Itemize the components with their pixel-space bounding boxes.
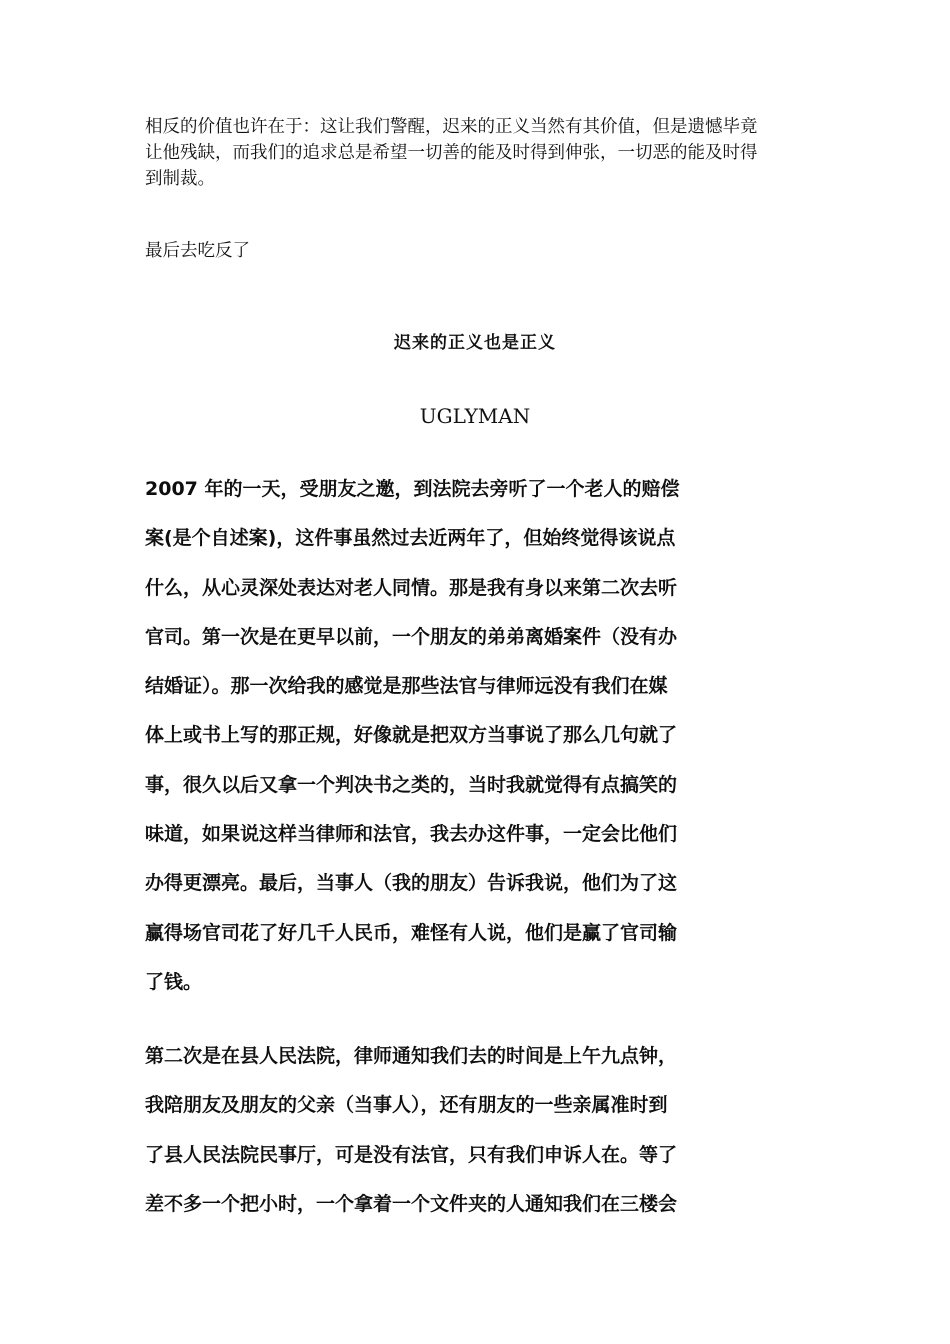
body-line: 官司。第一次是在更早以前，一个朋友的弟弟离婚案件（没有办	[145, 625, 678, 648]
article-author: UGLYMAN	[419, 404, 531, 428]
body-line: 办得更漂亮。最后，当事人（我的朋友）告诉我说，他们为了这	[145, 872, 678, 895]
body-line: 2007 年的一天，受朋友之邀，到法院去旁听了一个老人的赔偿	[145, 478, 680, 500]
body-line: 什么，从心灵深处表达对老人同情。那是我有身以来第二次去听	[145, 576, 678, 599]
body-paragraph-1	[145, 474, 810, 1016]
body-line: 事，很久以后又拿一个判决书之类的，当时我就觉得有点搞笑的	[145, 773, 678, 796]
body-line: 体上或书上写的那正规，好像就是把双方当事说了那么几句就了	[145, 724, 678, 747]
article-title: 迟来的正义也是正义	[394, 333, 556, 353]
body-paragraph-2	[145, 1041, 810, 1238]
body-line: 差不多一个把小时，一个拿着一个文件夹的人通知我们在三楼会	[145, 1192, 678, 1215]
body-line: 案(是个自述案)，这件事虽然过去近两年了，但始终觉得该说点	[145, 527, 676, 550]
body-line: 了钱。	[145, 970, 203, 993]
intro-line: 到制裁。	[145, 169, 215, 189]
intro-paragraph	[145, 114, 810, 192]
body-line: 赢得场官司花了好几千人民币，难怪有人说，他们是赢了官司输	[145, 921, 678, 944]
body-line: 味道，如果说这样当律师和法官，我去办这件事，一定会比他们	[145, 823, 678, 846]
body-line: 我陪朋友及朋友的父亲（当事人），还有朋友的一些亲属准时到	[145, 1094, 668, 1117]
body-line: 第二次是在县人民法院，律师通知我们去的时间是上午九点钟，	[145, 1045, 678, 1067]
intro-line: 相反的价值也许在于：这让我们警醒，迟来的正义当然有其价值，但是遗憾毕竟	[145, 117, 758, 137]
body-line: 结婚证）。那一次给我的感觉是那些法官与律师远没有我们在媒	[145, 675, 668, 698]
short-remark: 最后去吃反了	[145, 241, 250, 261]
intro-line: 让他残缺，而我们的追求总是希望一切善的能及时得到伸张，一切恶的能及时得	[145, 143, 758, 163]
body-line: 了县人民法院民事厅，可是没有法官，只有我们申诉人在。等了	[145, 1143, 678, 1166]
